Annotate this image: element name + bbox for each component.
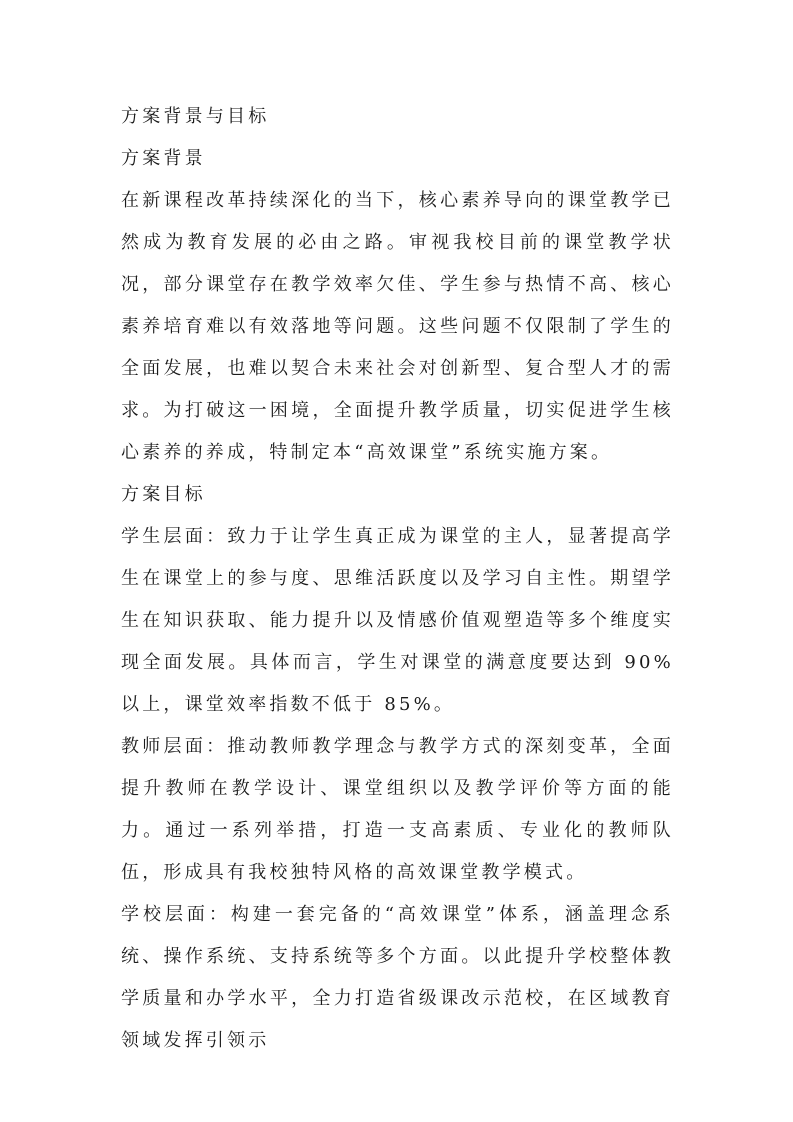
section-heading-goals: 方案目标 xyxy=(121,484,206,505)
goal-paragraph-school: 学校层面：构建一套完备的“高效课堂”体系，涵盖理念系统、操作系统、支持系统等多个方面。以此提升学校整体教学质量和办学水平，全力打造省级课改示范校，在区域教育领域发挥引领示 xyxy=(121,904,674,1051)
goal-paragraph-teacher: 教师层面：推动教师教学理念与教学方式的深刻变革，全面提升教师在教学设计、课堂组织以及教学评价等方面的能力。通过一系列举措，打造一支高素质、专业化的教师队伍，形成具有我校独特风格的高效课堂教学模式。 xyxy=(121,736,674,883)
document-page xyxy=(121,96,674,1062)
goal-paragraph-student: 学生层面：致力于让学生真正成为课堂的主人，显著提高学生在课堂上的参与度、思维活跃度以及学习自主性。期望学生在知识获取、能力提升以及情感价值观塑造等多个维度实现全面发展。具体而言，学生对课堂的满意度要达到 90%以上，课堂效率指数不低于 85%。 xyxy=(121,526,674,715)
background-paragraph: 在新课程改革持续深化的当下，核心素养导向的课堂教学已然成为教育发展的必由之路。审视我校目前的课堂教学状况，部分课堂存在教学效率欠佳、学生参与热情不高、核心素养培育难以有效落地等问题。这些问题不仅限制了学生的全面发展，也难以契合未来社会对创新型、复合型人才的需求。为打破这一困境，全面提升教学质量，切实促进学生核心素养的养成，特制定本“高效课堂”系统实施方案。 xyxy=(121,190,674,463)
section-heading-background: 方案背景 xyxy=(121,148,206,169)
document-title: 方案背景与目标 xyxy=(121,106,270,127)
